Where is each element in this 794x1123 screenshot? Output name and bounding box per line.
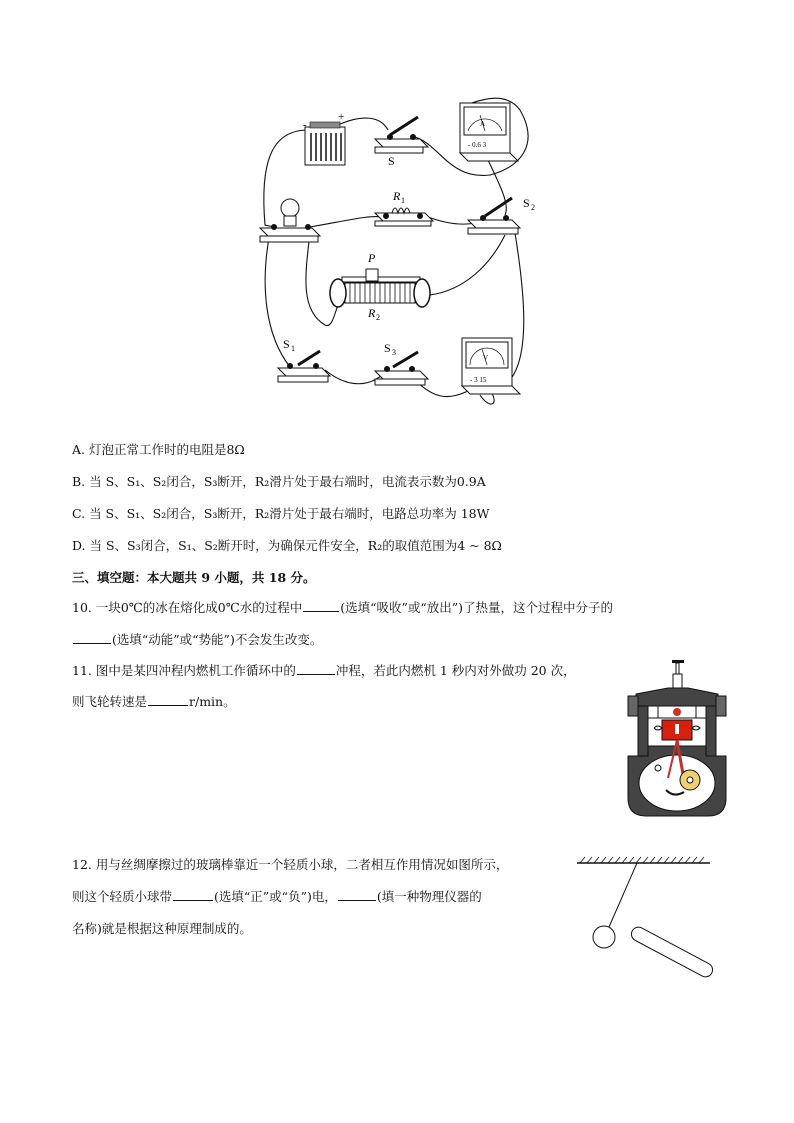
resistor-r1	[375, 189, 433, 226]
voltmeter-symbol: V	[483, 354, 489, 362]
q10-part1: 10. 一块0℃的冰在熔化成0℃水的过程中	[72, 600, 303, 615]
q10-blank2[interactable]	[73, 631, 111, 644]
q11-blank2[interactable]	[148, 693, 188, 706]
q11-part1: 11. 图中是某四冲程内燃机工作循环中的	[72, 663, 296, 678]
voltmeter-terminals: - 3 15	[470, 376, 487, 384]
switch-s1	[278, 337, 330, 382]
question-11-line1	[72, 662, 576, 680]
q11-part3: 则飞轮转速是	[72, 694, 148, 709]
lamp	[260, 199, 320, 242]
q12-part4: (填一种物理仪器的	[376, 889, 482, 904]
option-d: D. 当 S、S₃闭合，S₁、S₂断开时，为确保元件安全，R₂的取值范围为4 ~ 8Ω	[72, 538, 502, 553]
ammeter-symbol: A	[480, 120, 486, 128]
voltmeter	[462, 338, 520, 394]
q12-part3: (选填“正”或“负”)电，	[214, 889, 337, 904]
switch-s2-sub: 2	[531, 203, 535, 212]
option-b: B. 当 S、S₁、S₂闭合，S₃断开，R₂滑片处于最右端时，电流表示数为0.9A	[72, 474, 486, 489]
q10-part3: (选填“动能”或“势能”)不会发生改变。	[112, 632, 323, 647]
rheostat-r2-label: R	[368, 306, 376, 320]
q12-part2: 则这个轻质小球带	[72, 889, 173, 904]
question-10-line1	[72, 599, 613, 617]
engine-diagram	[618, 658, 728, 818]
rheostat-r2-sub: 2	[376, 313, 380, 322]
switch-s2-label: S	[523, 196, 530, 210]
q11-part4: r/min。	[189, 694, 236, 709]
q12-blank2[interactable]	[338, 888, 376, 901]
q12-blank1[interactable]	[173, 888, 213, 901]
section-heading: 三、填空题：本大题共 9 小题，共 18 分。	[72, 570, 316, 585]
rheostat-r2	[330, 251, 430, 322]
glass-rod	[629, 925, 715, 980]
resistor-r1-sub: 1	[401, 196, 405, 205]
ammeter	[460, 103, 518, 161]
switch-s3-sub: 3	[392, 348, 396, 357]
switch-s1-sub: 1	[291, 344, 295, 353]
switch-s3-label: S	[384, 341, 391, 355]
battery-plus-label: +	[338, 111, 345, 123]
battery	[303, 111, 345, 165]
question-12-line2	[72, 888, 482, 906]
pendulum-diagram	[575, 855, 725, 980]
switch-s1-label: S	[283, 337, 290, 351]
resistor-r1-label: R	[393, 189, 401, 203]
switch-s3	[375, 341, 428, 385]
option-c: C. 当 S、S₁、S₂闭合，S₃断开，R₂滑片处于最右端时，电路总功率为 18W	[72, 506, 490, 521]
switch-s	[375, 117, 428, 168]
battery-minus-label: -	[303, 119, 307, 131]
q11-blank1[interactable]	[297, 662, 335, 675]
question-10-line2	[72, 631, 322, 649]
question-12-line3: 名称)就是根据这种原理制成的。	[72, 921, 252, 936]
ammeter-terminals: - 0.6 3	[468, 141, 487, 149]
switch-s2	[468, 196, 535, 234]
q11-part2: 冲程，若此内燃机 1 秒内对外做功 20 次，	[335, 663, 576, 678]
question-11-line2	[72, 693, 236, 711]
option-a: A. 灯泡正常工作时的电阻是8Ω	[72, 442, 245, 457]
q10-part2: (选填“吸收”或“放出”)了热量，这个过程中分子的	[340, 600, 614, 615]
circuit-diagram	[250, 95, 550, 410]
slider-p-label: P	[368, 251, 376, 265]
switch-s-label: S	[388, 154, 395, 168]
q10-blank1[interactable]	[303, 599, 339, 612]
question-12-line1: 12. 用与丝绸摩擦过的玻璃棒靠近一个轻质小球，二者相互作用情况如图所示，	[72, 857, 509, 872]
